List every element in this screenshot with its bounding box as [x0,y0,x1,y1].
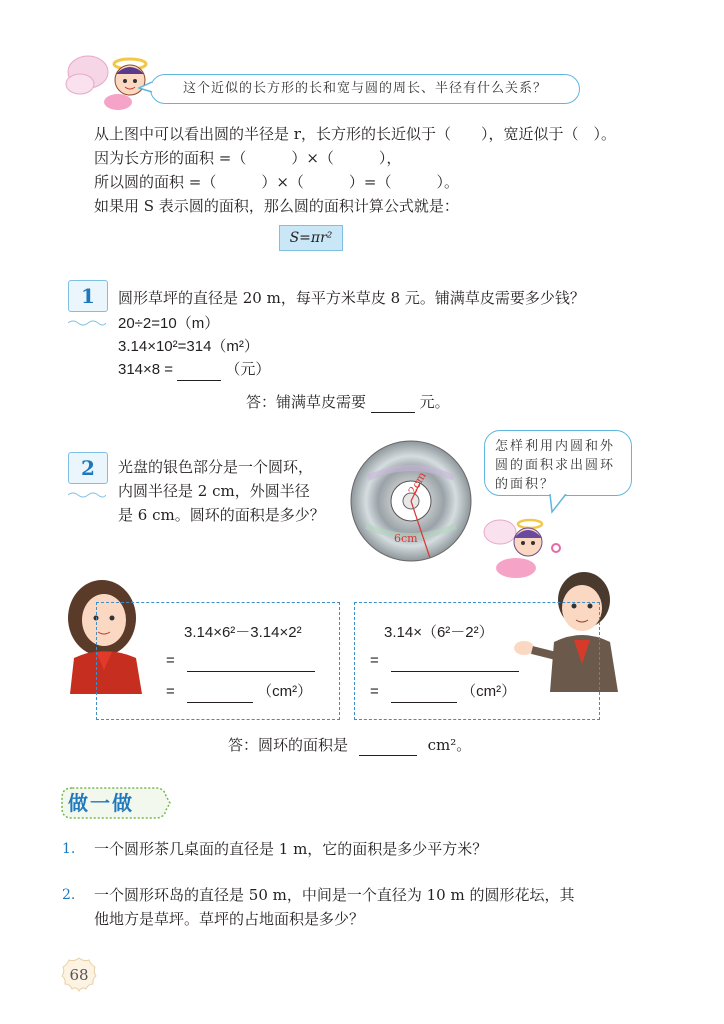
answer-blank[interactable] [187,686,253,703]
step-3-unit: （元） [225,361,271,378]
unit-label: （cm²） [461,683,517,700]
unit-label: （cm²） [257,683,313,700]
example-2-marker [68,452,106,492]
example-2-q-line-2: 内圆半径是 2 cm，外圆半径 [118,482,310,500]
practice-1-text: 一个圆形茶几桌面的直径是 1 m，它的面积是多少平方米？ [94,840,488,858]
method-1-expression: 3.14×6²－3.14×2² [184,624,302,641]
method-1-line-2 [166,650,315,672]
bubble-tail [138,80,154,94]
bubble-right: 怎样利用内圆和外圆的面积求出圆环的面积？ [484,430,632,496]
method-2-expression: 3.14×（6²－2²） [384,624,494,641]
example-2-q-line-1: 光盘的银色部分是一个圆环， [118,458,314,476]
example-1-number: 1 [68,280,108,312]
practice-title: 做一做 [68,791,134,815]
answer-blank[interactable] [371,396,415,413]
answer-blank[interactable] [391,655,519,672]
example-1-question: 圆形草坪的直径是 20 m，每平方米草皮 8 元。铺满草皮需要多少钱？ [118,289,585,307]
intro-line-2: 因为长方形的面积 =（ ）×（ ）， [94,149,402,167]
equals-sign: = [166,652,175,669]
example-2-number: 2 [68,452,108,484]
practice-2-number: 2. [62,887,76,903]
intro-line-3: 所以圆的面积 =（ ）×（ ）=（ ）。 [94,173,459,191]
answer-prefix: 答：铺满草皮需要 [246,393,367,411]
equals-sign: = [370,683,379,700]
angel-illustration [58,42,158,114]
example-1-step-2: 3.14×10²=314（m²） [118,338,259,355]
bubble-top: 这个近似的长方形的长和宽与圆的周长、半径有什么关系？ [150,74,580,104]
example-2-answer [228,734,471,756]
intro-line-4: 如果用 S 表示圆的面积，那么圆的面积计算公式就是： [94,197,459,215]
page-number: 68 [69,966,89,984]
practice-2-text-line-1: 一个圆形环岛的直径是 50 m，中间是一个直径为 10 m 的圆形花坛，其 [94,886,575,904]
example-1-marker [68,280,106,320]
answer-suffix: 元。 [419,393,450,411]
cd-illustration [348,438,474,564]
practice-1-number: 1. [62,841,76,857]
intro-line-1: 从上图中可以看出圆的半径是 r，长方形的长近似于（ ），宽近似于（ ）。 [94,125,616,143]
marker-wave [68,319,106,327]
example-1-answer [246,391,450,413]
inner-radius-label: 2cm [405,469,429,497]
practice-2-text-line-2: 他地方是草坪。草坪的占地面积是多少？ [94,910,365,928]
equals-sign: = [166,683,175,700]
example-2-q-line-3: 是 6 cm。圆环的面积是多少？ [118,506,325,524]
example-1-step-3 [118,359,270,381]
area-formula: S=πr² [279,225,343,251]
marker-wave [68,491,106,499]
equals-sign: = [370,652,379,669]
method-2-line-2 [370,650,519,672]
outer-radius-label: 6cm [394,532,418,545]
example-1-step-1: 20÷2=10（m） [118,315,220,332]
answer-blank[interactable] [391,686,457,703]
method-2-line-3 [370,681,516,703]
step-3-expression: 314×8 = [118,361,174,378]
answer-prefix: 答：圆环的面积是 [228,736,349,754]
answer-blank[interactable] [187,655,315,672]
answer-suffix: cm²。 [427,736,472,754]
answer-blank[interactable] [177,364,221,381]
method-1-line-3 [166,681,312,703]
answer-blank[interactable] [359,739,417,756]
